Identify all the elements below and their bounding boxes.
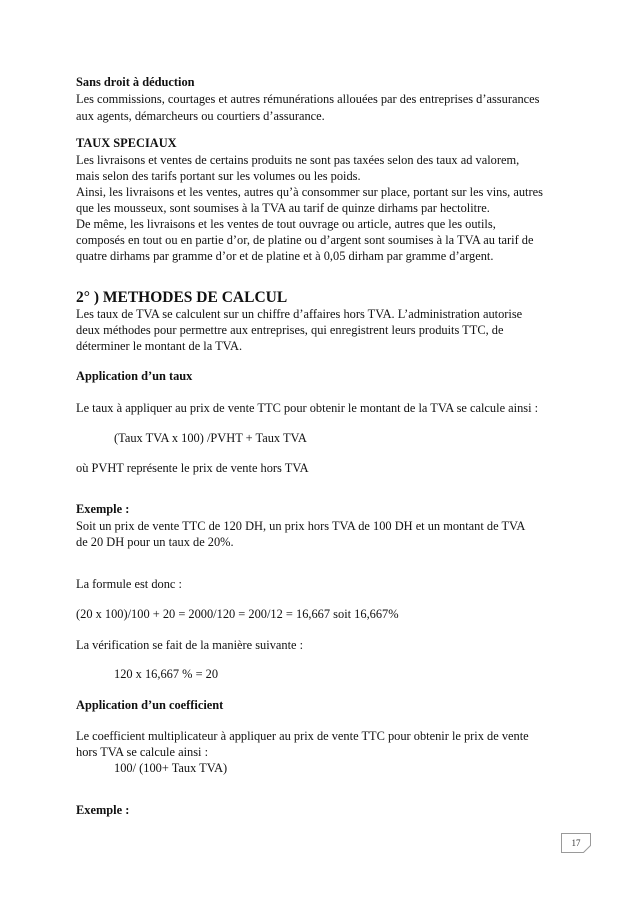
paragraph-line: Les commissions, courtages et autres rémunérations allouées par des entreprises d’assurances [76, 92, 540, 106]
formula-line: 120 x 16,667 % = 20 [114, 667, 219, 681]
subsection-heading-application-coefficient: Application d’un coefficient [76, 698, 224, 712]
paragraph-line: Les livraisons et ventes de certains produits ne sont pas taxées selon des taux ad valorem, [76, 153, 520, 167]
example-heading: Exemple : [76, 502, 130, 516]
section-heading-sans-droit: Sans droit à déduction [76, 75, 195, 89]
paragraph-line: quatre dirhams par gramme d’or et de platine et à 0,05 dirham par gramme d’argent. [76, 249, 494, 263]
paragraph-line: Le coefficient multiplicateur à appliquer au prix de vente TTC pour obtenir le prix de vente [76, 729, 529, 743]
page-corner-fold-icon [583, 845, 591, 853]
paragraph-line: La vérification se fait de la manière suivante : [76, 638, 304, 652]
paragraph-line: où PVHT représente le prix de vente hors TVA [76, 461, 309, 475]
paragraph-line: que les mousseux, sont soumises à la TVA au tarif de quinze dirhams par hectolitre. [76, 201, 490, 215]
formula-line: (20 x 100)/100 + 20 = 2000/120 = 200/12 = 16,667 soit 16,667% [76, 607, 399, 621]
paragraph-line: déterminer le montant de la TVA. [76, 339, 243, 353]
paragraph-line: aux agents, démarcheurs ou courtiers d’assurance. [76, 109, 325, 123]
section-heading-methodes: 2° ) METHODES DE CALCUL [76, 289, 288, 306]
paragraph-line: Ainsi, les livraisons et les ventes, autres qu’à consommer sur place, portant sur les vins, autres [76, 185, 543, 199]
paragraph-line: deux méthodes pour permettre aux entreprises, qui enregistrent leurs produits TTC, de [76, 323, 504, 337]
paragraph-line: composés en tout ou en partie d’or, de platine ou d’argent sont soumises à la TVA au tarif de [76, 233, 534, 247]
paragraph-line: Soit un prix de vente TTC de 120 DH, un prix hors TVA de 100 DH et un montant de TVA [76, 519, 526, 533]
page-number: 17 [561, 833, 591, 853]
paragraph-line: Les taux de TVA se calculent sur un chiffre d’affaires hors TVA. L’administration autorise [76, 307, 523, 321]
paragraph-line: mais selon des tarifs portant sur les volumes ou les poids. [76, 169, 361, 183]
paragraph-line: de 20 DH pour un taux de 20%. [76, 535, 234, 549]
section-heading-taux-speciaux: TAUX SPECIAUX [76, 136, 177, 150]
formula-line: (Taux TVA x 100) /PVHT + Taux TVA [114, 431, 307, 445]
example-heading: Exemple : [76, 803, 130, 817]
paragraph-line: hors TVA se calcule ainsi : [76, 745, 209, 759]
formula-line: 100/ (100+ Taux TVA) [114, 761, 228, 775]
paragraph-line: La formule est donc : [76, 577, 182, 591]
paragraph-line: De même, les livraisons et les ventes de tout ouvrage ou article, autres que les outils, [76, 217, 496, 231]
paragraph-line: Le taux à appliquer au prix de vente TTC pour obtenir le montant de la TVA se calcule ainsi : [76, 401, 539, 415]
subsection-heading-application-taux: Application d’un taux [76, 369, 193, 383]
